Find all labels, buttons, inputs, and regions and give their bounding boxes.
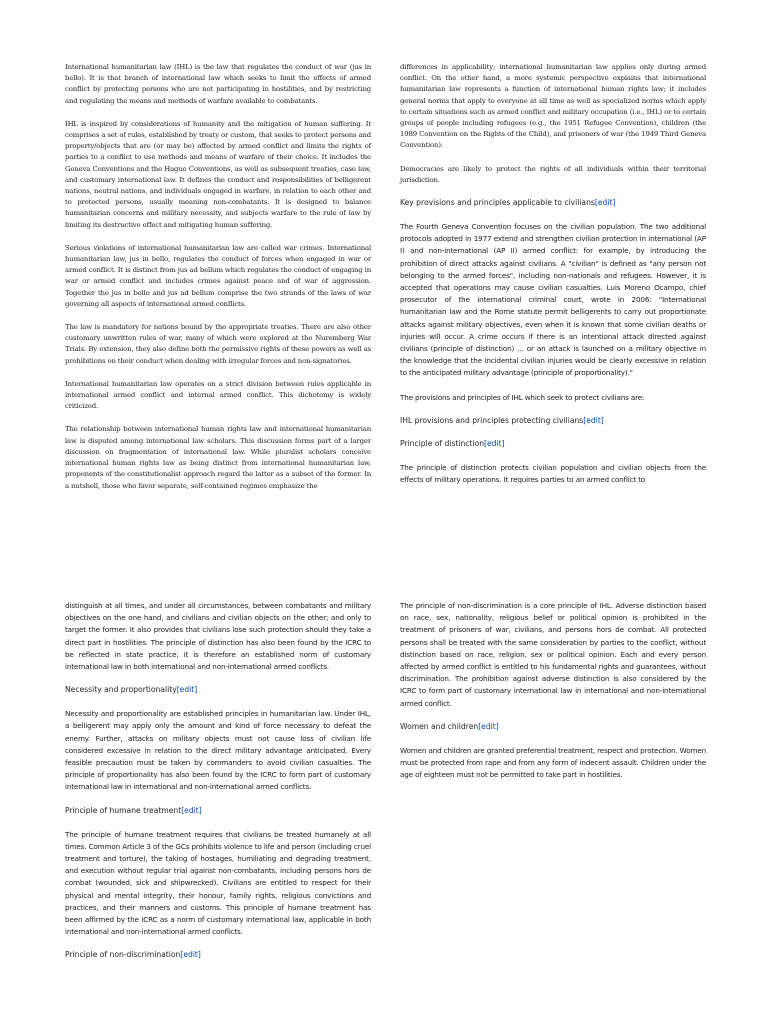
section-heading-non-discrimination [65,950,371,959]
edit-link[interactable]: [edit] [176,685,198,695]
page2-left-column [65,600,371,973]
edit-link[interactable]: [edit] [478,721,499,731]
section-heading-civilians [400,198,706,207]
section-heading-distinction [400,439,706,448]
document-page-2 [0,512,768,1024]
paragraph-applicability: differences in applicability; international humanitarian law applies only during armed conflict. On the other hand, a more systemic perspective explains that international humanitarian law represents a function of international human rights law; it includes general norms that apply to everyone at all time as well as specialized norms which apply to certain situations such as armed conflict and military occupation (i.e., IHL) or to certain groups of people including refugees (e.g., the 1951 Refugee Convention), children (the 1989 Convention on the Rights of the Child), and prisoners of war (the 1949 Third Geneva Convention). [400,63,706,150]
edit-link[interactable]: [edit] [583,415,604,425]
paragraph-humane: The principle of humane treatment requires that civilians be treated humanely at all times. Common Article 3 of the GCs prohibits violence to life and person (including cruel treatment and torture), the taking of hostages, humiliating and degrading treatment, and execution without regular trial against non-combatants, including persons hors de combat (wounded, sick and shipwrecked). Civilians are entitled to respect for their physical and mental integrity, their honour, family rights, religious convictions and practices, and their manners and customs. This principle of humane treatment has been affirmed by the ICRC as a norm of customary international law, applicable in both international and non-international armed conflicts. [65,829,371,937]
paragraph-fourth-geneva: The Fourth Geneva Convention focuses on the civilian population. The two additional protocols adopted in 1977 extend and strengthen civilian protection in international (AP I) and non-international (AP II) armed conflict: for example, by introducing the prohibition of direct attacks against civilians. A "civilian" is defined as "any person not belonging to the armed forces", including non-nationals and refugees. However, it is accepted that operations may cause civilian casualties. Luis Moreno Ocampo, chief prosecutor of the international criminal court, wrote in 2006: "International humanitarian law and the Rome statute permit belligerents to carry out proportionate attacks against military objectives, even when it is known that some civilian deaths or injuries will occur. A crime occurs if there is an intentional attack directed against civilians (principle of distinction) ... or an attack is launched on a military objective in the knowledge that the incidental civilian injuries would be clearly excessive in relation to the anticipated military advantage (principle of proportionality)." [400,222,706,378]
paragraph-women-children: Women and children are granted preferential treatment, respect and protection. Women must be protected from rape and from any form of indecent assault. Children under the age of eighteen must not be permitted to take part in hostilities. [400,745,706,780]
page1-right-column [400,62,706,498]
paragraph-mandatory-law: The law is mandatory for nations bound by the appropriate treaties. There are also other customary unwritten rules of war, many of which were explored at the Nuremberg War Trials. By extension, they also define both the permissive rights of these powers as well as prohibitions on their conduct when dealing with irregular forces and non-signatories. [65,323,371,365]
paragraph-war-crimes: Serious violations of international humanitarian law are called war crimes. International humanitarian law, jus in bello, regulates the conduct of forces when engaged in war or armed conflict. It is distinct from jus ad bellum which regulates the conduct of engaging in war or armed conflict and includes crimes against peace and of war of aggression. Together the jus in bello and jus ad bellum comprise the two strands of the laws of war governing all aspects of international armed conflicts. [65,243,371,308]
edit-link[interactable]: [edit] [180,950,201,960]
page1-left-column [65,62,371,504]
section-heading-women-children [400,722,706,731]
paragraph-distinction-continued: distinguish at all times, and under all circumstances, between combatants and military objectives on the one hand, and civilians and civilian objects on the other; and only to target the former. It also provides that civilians lose such protection should they take a direct part in hostilities. The principle of distinction has also been found by the ICRC to be reflected in state practice; it is therefore an established norm of customary international law in both international and non-international armed conflicts. [65,601,371,672]
paragraph-necessity: Necessity and proportionality are established principles in humanitarian law. Under IHL, a belligerent may apply only the amount and kind of force necessary to defeat the enemy. Further, attacks on military objects must not cause loss of civilian life considered excessive in relation to the direct military advantage anticipated. Every feasible precaution must be taken by commanders to avoid civilian casualties. The principle of proportionality has also been found by the ICRC to form part of customary international law in international and non-international armed conflicts. [65,709,371,792]
heading-text: Necessity and proportionality [65,685,177,695]
section-heading-necessity [65,685,371,694]
edit-link[interactable]: [edit] [181,805,202,815]
heading-text: Principle of non-discrimination [65,950,181,960]
paragraph-human-rights-relationship: The relationship between international human rights law and international humanitarian law is disputed among international law scholars. This discussion forms part of a larger discussion on fragmentation of international law. While pluralist scholars conceive international human rights law as being distinct from international humanitarian law, proponents of the constitutionalist approach regard the latter as a subset of the former. In a nutshell, those who favor separate, self-contained regimes emphasize the [65,425,371,490]
edit-link[interactable]: [edit] [594,198,616,208]
section-heading-ihl-provisions [400,416,706,425]
edit-link[interactable]: [edit] [484,438,505,448]
paragraph-armed-conflict-division: International humanitarian law operates on a strict division between rules applicable in international armed conflict and internal armed conflict. This dichotomy is widely criticized. [65,379,371,411]
paragraph-ihl-inspiration: IHL is inspired by considerations of humanity and the mitigation of human suffering. It comprises a set of rules, established by treaty or custom, that seeks to protect persons and property/objects that are (or may be) affected by armed conflict and limits the rights of parties to a conflict to use methods and means of warfare of their choice. It includes the Geneva Conventions and the Hague Conventions, as well as subsequent treaties, case law, and customary international law. It defines the conduct and responsibilities of belligerent nations, neutral nations, and individuals engaged in warfare, in relation to each other and to protected persons, usually meaning non-combatants. It is designed to balance humanitarian concerns and military necessity, and subjects warfare to the rule of law by limiting its destructive effect and mitigating human suffering. [65,119,371,229]
paragraph-non-discrimination: The principle of non-discrimination is a core principle of IHL. Adverse distinction based on race, sex, nationality, religious belief or political opinion is prohibited in the treatment of prisoners of war, civilians, and persons hors de combat. All protected persons shall be treated with the same consideration by parties to the conflict, without distinction based on race, religion, sex or political opinion. Each and every person affected by armed conflict is entitled to his fundamental rights and guarantees, without discrimination. The prohibition against adverse distinction is also considered by the ICRC to form part of customary international law in international and non-international armed conflict. [400,601,706,708]
heading-text: IHL provisions and principles protecting civilians [400,415,584,425]
heading-text: Women and children [400,721,479,731]
paragraph-provisions-line: The provisions and principles of IHL which seek to protect civilians are: [400,392,645,402]
paragraph-ihl-definition: International humanitarian law (IHL) is the law that regulates the conduct of war (jus in bello). It is that branch of international law which seeks to limit the effects of armed conflict by protecting persons who are not participating in hostilities, and by restricting and regulating the means and methods of warfare available to combatants. [65,63,371,105]
paragraph-distinction: The principle of distinction protects civilian population and civilian objects from the effects of military operations. It requires parties to an armed conflict to [400,462,706,485]
section-heading-humane [65,806,371,815]
paragraph-democracies: Democracies are likely to protect the rights of all individuals within their territorial jurisdiction. [400,164,706,184]
heading-text: Key provisions and principles applicable to civilians [400,198,595,208]
heading-text: Principle of humane treatment [65,805,182,815]
page2-right-column [400,600,706,793]
heading-text: Principle of distinction [400,438,485,448]
